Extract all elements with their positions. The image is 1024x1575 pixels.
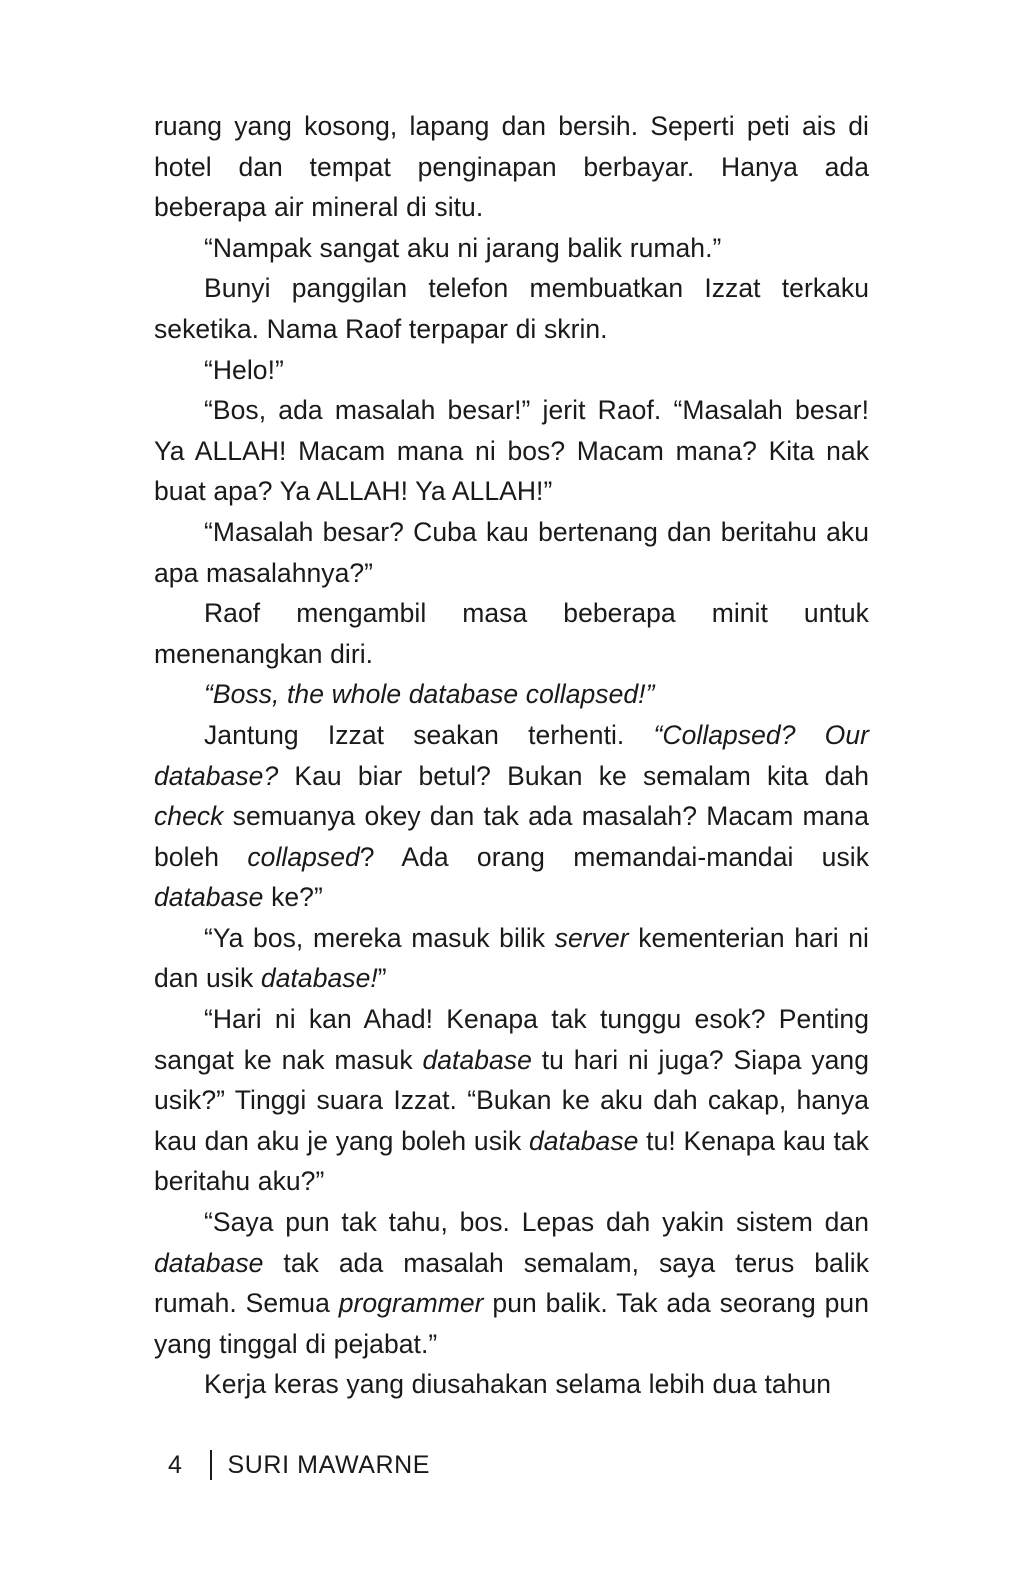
paragraph	[154, 999, 869, 1202]
italic-text: “Boss, the whole database collapsed!”	[204, 679, 655, 710]
italic-text: programmer	[338, 1288, 484, 1319]
plain-text: ? Ada orang memandai-mandai usik	[359, 841, 870, 872]
italic-text: database	[422, 1044, 532, 1075]
plain-text: ke?”	[263, 882, 323, 913]
paragraph: Raof mengambil masa beberapa minit untuk menenangkan diri.	[154, 598, 869, 669]
italic-text: server	[554, 922, 629, 953]
plain-text: Jantung Izzat seakan terhenti.	[204, 719, 654, 750]
paragraph	[154, 1202, 869, 1364]
page-footer	[168, 1448, 430, 1482]
plain-text: “Saya pun tak tahu, bos. Lepas dah yakin sistem dan	[204, 1207, 869, 1238]
paragraph: ruang yang kosong, lapang dan bersih. Seperti peti ais di hotel dan tempat penginapan berbayar. Hanya ada beberapa air mineral di situ.	[154, 111, 869, 223]
paragraph: “Bos, ada masalah besar!” jerit Raof. “Masalah besar! Ya ALLAH! Macam mana ni bos? Macam mana? Kita nak buat apa? Ya ALLAH! Ya ALLAH!”	[154, 395, 869, 507]
paragraph: Kerja keras yang diusahakan selama lebih dua tahun	[204, 1369, 832, 1400]
plain-text: “Hari ni kan Ahad! Kenapa tak tunggu esok? Penting sangat ke nak masuk	[154, 1004, 869, 1075]
plain-text: pun balik. Tak ada seorang pun yang tinggal di pejabat.”	[154, 1288, 869, 1359]
paragraph: “Nampak sangat aku ni jarang balik rumah.”	[204, 232, 722, 263]
italic-text: “Collapsed? Our database?	[154, 719, 869, 791]
paragraph: “Masalah besar? Cuba kau bertenang dan beritahu aku apa masalahnya?”	[154, 516, 869, 588]
italic-text: database!	[260, 963, 378, 994]
paragraph	[154, 674, 869, 715]
plain-text: semuanya okey dan tak ada masalah? Macam mana boleh	[154, 801, 869, 872]
paragraph: “Helo!”	[204, 354, 284, 385]
italic-text: database	[154, 882, 264, 913]
body-text-column	[154, 106, 869, 1405]
plain-text: tu hari ni juga? Siapa yang usik?” Tinggi suara Izzat. “Bukan ke aku dah cakap, hanya kau dan aku je yang boleh usik	[154, 1044, 869, 1156]
plain-text: Kau biar betul? Bukan ke semalam kita dah	[278, 760, 869, 791]
plain-text: tak ada masalah semalam, saya terus balik rumah. Semua	[154, 1247, 869, 1319]
italic-text: check	[154, 801, 224, 832]
paragraph	[154, 715, 869, 918]
italic-text: collapsed	[247, 841, 360, 872]
italic-text: database	[154, 1247, 264, 1278]
paragraph	[154, 918, 869, 999]
paragraph: Bunyi panggilan telefon membuatkan Izzat terkaku seketika. Nama Raof terpapar di skrin.	[154, 273, 869, 344]
plain-text: ”	[377, 963, 387, 994]
italic-text: database	[528, 1125, 639, 1156]
plain-text: kementerian hari ni dan usik	[154, 922, 869, 994]
plain-text: tu! Kenapa kau tak beritahu aku?”	[154, 1125, 869, 1197]
footer-author-name: SURI MAWARNE	[227, 1450, 431, 1479]
footer-page-number: 4	[168, 1450, 182, 1479]
plain-text: “Ya bos, mereka masuk bilik	[204, 922, 555, 953]
footer-divider-rule	[210, 1450, 212, 1480]
